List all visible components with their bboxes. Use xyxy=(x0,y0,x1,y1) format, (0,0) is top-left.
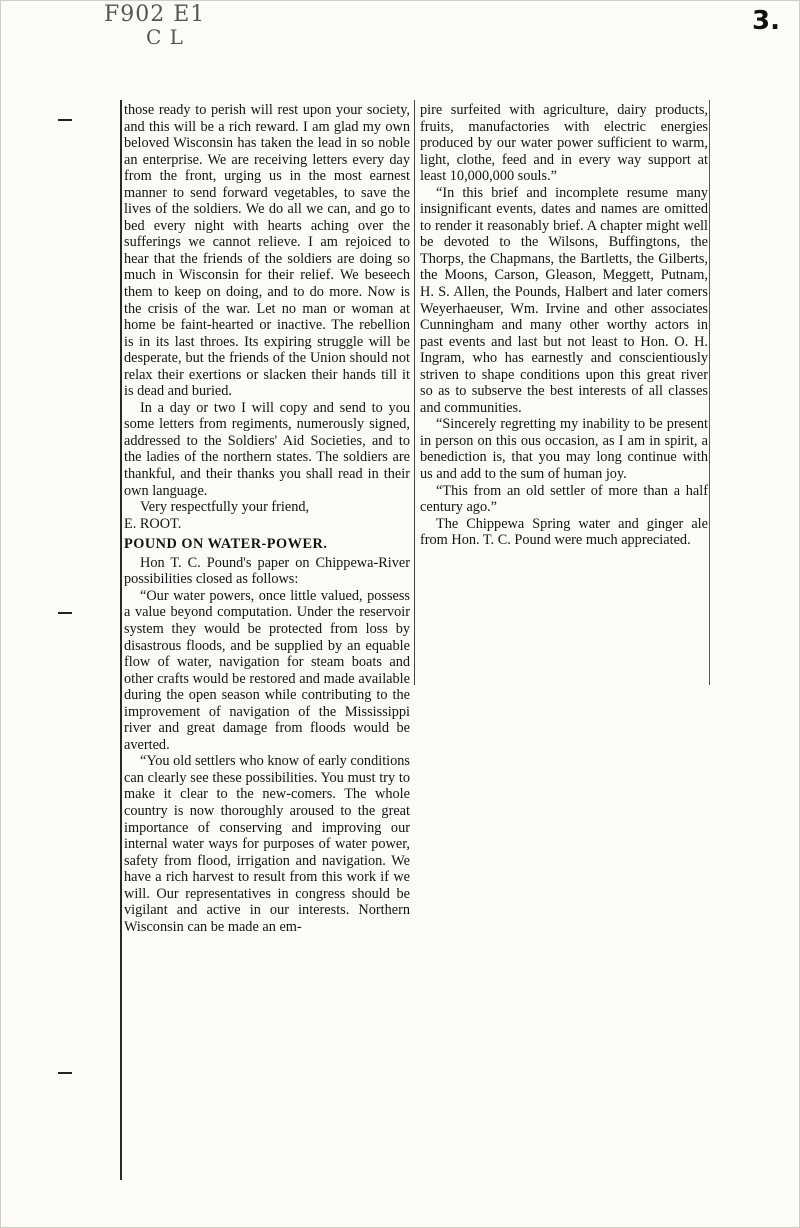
article-headline: POUND ON WATER-POWER. xyxy=(124,536,328,553)
letter-signature: E. ROOT. xyxy=(124,515,182,532)
margin-mark xyxy=(58,119,72,121)
letter-closing: Very respectfully your friend, xyxy=(140,499,310,516)
archive-code: F902 E1 xyxy=(104,2,206,27)
article-note: The Chippewa Spring water and ginger ale from Hon. T. C. Pound were much appreciated. xyxy=(420,515,708,549)
column-rule xyxy=(120,100,122,1180)
letter-paragraph: In a day or two I will copy and send to you some letters from regiments, numerously signed, addressed to the Soldiers' Aid Societies, and to the ladies of the northern states. The soldiers are thankful, and their thanks you shall read in their own language. xyxy=(124,399,410,499)
archive-annotation xyxy=(104,4,205,48)
quote-paragraph: “In this brief and incomplete resume many insignificant events, dates and names are omitted to render it reasonably brief. A chapter might well be devoted to the Wilsons, Buffingtons, the Thorps, the Chapmans, the Bartletts, the Gilberts, the Moons, Carson, Gleason, Meggett, Putnam, H. S. Allen, the Pounds, Halbert and later comers Weyerhaeuser, Wm. Irvine and other associates Cunningham and many other worthy actors in past events and last but not least to Hon. O. H. Ingram, who has earnestly and conscientiously striven to shape conditions upon this great river so as to subserve the best interests of all classes and communities. xyxy=(420,184,708,416)
margin-mark xyxy=(58,1072,72,1074)
quote-paragraph: “Our water powers, once little valued, possess a value beyond computation. Under the reservoir system they would be protected from loss by disastrous floods, and be supplied by an equable flow of water, navigation for steam boats and other crafts would be restored and made available during the open season while contributing to the improvement of navigation of the Mississippi river and great damage from floods would be averted. xyxy=(124,587,410,753)
quote-paragraph: “You old settlers who know of early conditions can clearly see these possibilities. You must try to make it clear to the new-comers. The whole country is now thoroughly aroused to the great importance of conserving and improving our internal water ways for purposes of water power, safety from flood, irrigation and navigation. We have a rich harvest to result from this work if we will. Our representatives in congress should be vigilant and active in our interests. Northern Wisconsin can be made an em- xyxy=(124,753,410,935)
margin-mark xyxy=(58,612,72,614)
column-rule xyxy=(414,100,415,685)
quote-paragraph: pire surfeited with agriculture, dairy products, fruits, manufactories with electric energies produced by our water power sufficient to warm, light, clothe, feed and in every way support at least 10,000,000 souls.” xyxy=(420,102,708,185)
column-rule xyxy=(709,100,710,685)
article-column-right xyxy=(420,102,708,549)
article-column-left xyxy=(124,102,410,935)
quote-paragraph: “Sincerely regretting my inability to be present in person on this ous occasion, as I am in spirit, a benediction is, that you may long continue with us and add to the sum of human joy. xyxy=(420,416,708,483)
archive-initials: C L xyxy=(146,25,184,49)
page-number: 3. xyxy=(752,6,780,36)
article-intro: Hon T. C. Pound's paper on Chippewa-River possibilities closed as follows: xyxy=(124,554,410,588)
letter-paragraph: those ready to perish will rest upon your society, and this will be a rich reward. I am glad my own beloved Wisconsin has taken the lead in so noble an enterprise. We are receiving letters every day from the front, urging us in the most earnest manner to send forward vegetables, to save the lives of the soldiers. We do all we can, and go to bed every night with hearts aching over the sufferings we cannot relieve. I am rejoiced to hear that the friends of the soldiers are doing so much in Wisconsin for their relief. We beseech them to keep on doing, and to do more. Now is the crisis of the war. Let no man or woman at home be faint-hearted or inactive. The rebellion is in its last throes. Its expiring struggle will be desperate, but the friends of the Union should not relax their exertions or slacken their hands till it is dead and buried. xyxy=(124,102,410,400)
quote-paragraph: “This from an old settler of more than a half century ago.” xyxy=(420,482,708,516)
